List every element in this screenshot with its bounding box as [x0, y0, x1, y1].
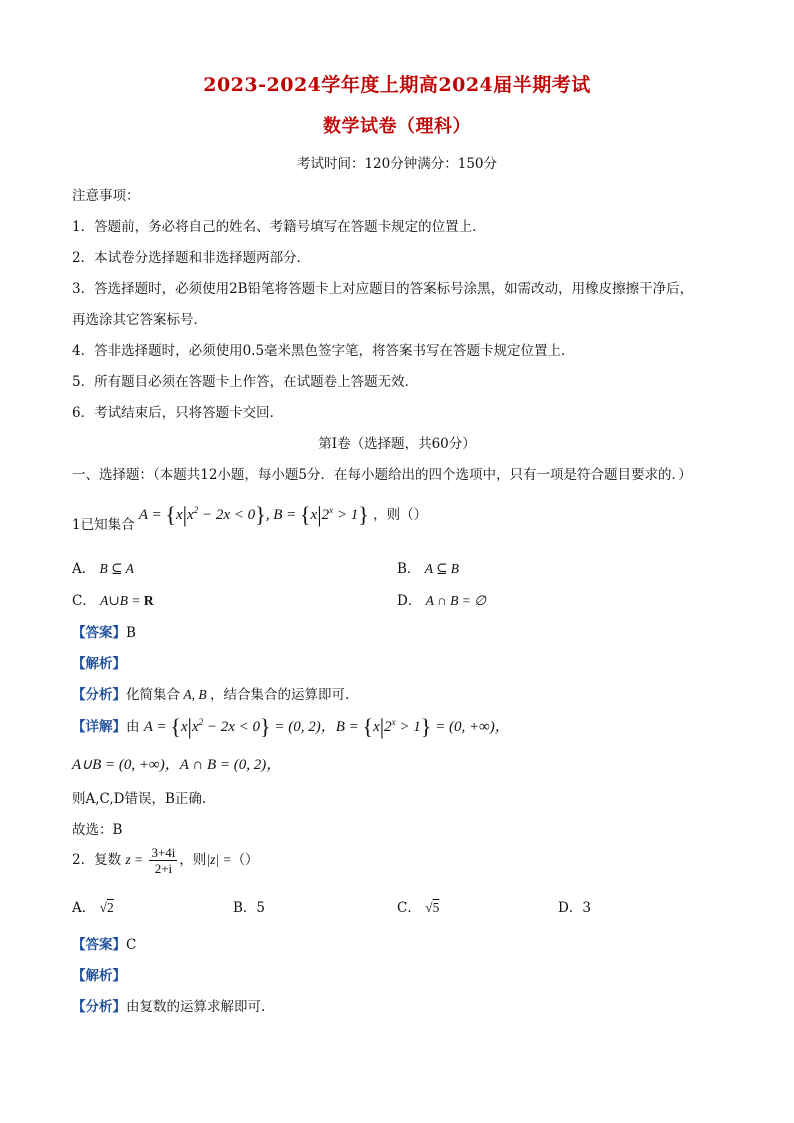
note-item-3: 3．答选择题时，必须使用2B铅笔将答题卡上对应题目的答案标号涂黑，如需改动，用橡皮擦擦干净后， — [72, 281, 694, 297]
q2-analysis — [72, 964, 126, 984]
q2-option-c-label: C． — [397, 900, 421, 916]
q2-option-a — [72, 896, 114, 916]
q2-z-symbol: z = — [125, 852, 144, 867]
q1-xiangjie-text: 由 — [126, 719, 140, 735]
question-1 — [72, 502, 428, 533]
q1-answer-value: B — [126, 625, 136, 641]
q1-set-expression: $A = \{x|x^2 - 2x < 0\}$, $B = \{x|2^x > 1\}$ — [138, 502, 369, 527]
q2-option-c-math: √5 — [425, 900, 440, 915]
section-title: 第Ⅰ卷（选择题，共60分） — [318, 436, 476, 452]
q1-fenxi-math: A, B — [180, 687, 210, 702]
q1-union-intersection-math: A∪B = (0, +∞)，A ∩ B = (0, 2)， — [72, 757, 282, 773]
q1-option-a — [72, 557, 134, 577]
q2-option-a-math: √2 — [99, 900, 114, 915]
q1-suffix: ，则（） — [373, 507, 428, 523]
exam-subtitle: 数学试卷（理科） — [323, 116, 471, 137]
exam-info: 考试时间：120分钟满分：150分 — [296, 156, 498, 172]
note-item-3-cont: 再选涂其它答案标号． — [72, 312, 207, 328]
q2-option-d: D．3 — [558, 900, 591, 916]
q1-choice: 故选：B — [72, 822, 123, 838]
q1-option-c — [72, 589, 154, 609]
q1-xiangjie-label: 【详解】 — [72, 719, 126, 735]
q1-option-a-math: B ⊆ A — [99, 561, 134, 576]
q1-union-intersection — [72, 753, 281, 774]
q2-abs-z: |z| = — [206, 852, 232, 867]
q2-fenxi — [72, 995, 265, 1015]
exam-title: 2023-2024学年度上期高2024届半期考试 — [203, 74, 591, 96]
section-instruction: 一、选择题：（本题共12小题，每小题5分．在每小题给出的四个选项中，只有一项是符合题目要求的．） — [72, 467, 692, 483]
q2-fraction — [149, 845, 177, 876]
q2-fenxi-label: 【分析】 — [72, 999, 126, 1015]
note-item-6: 6．考试结束后，只将答题卡交回． — [72, 405, 284, 421]
question-2 — [72, 845, 259, 876]
note-item-1: 1．答题前，务必将自己的姓名、考籍号填写在答题卡规定的位置上． — [72, 219, 486, 235]
q1-option-d-label: D． — [397, 593, 422, 609]
q1-xiangjie-math: $A = \{x|x^2 - 2x < 0\} = (0$, 2)，$B = \{x|2^x > 1\} = (0$, +∞)， — [143, 714, 510, 739]
q1-option-c-label: C． — [72, 593, 96, 609]
q2-option-c — [397, 896, 439, 916]
q1-option-b — [397, 557, 459, 577]
q2-answer-value: C — [126, 937, 137, 953]
q2-fenxi-text: 由复数的运算求解即可. — [126, 999, 266, 1015]
q2-suffix: ，则 — [179, 852, 207, 868]
q1-analysis — [72, 652, 126, 672]
q2-tail: （） — [231, 852, 259, 868]
q2-option-b: B．5 — [233, 900, 266, 916]
q2-analysis-label: 【解析】 — [72, 968, 126, 984]
q2-answer — [72, 933, 136, 953]
q1-fenxi-text-2: ，结合集合的运算即可. — [210, 687, 350, 703]
q1-option-a-label: A． — [72, 561, 96, 577]
q1-answer-label: 【答案】 — [72, 625, 126, 641]
q1-option-d-math: A ∩ B = ∅ — [425, 593, 486, 608]
q2-fraction-num: 3+4i — [151, 845, 176, 860]
q1-conclusion: 则A,C,D错误，B正确. — [72, 791, 207, 807]
q2-prefix: 2．复数 — [72, 852, 122, 868]
q1-option-c-math: A∪B = R — [100, 593, 154, 608]
notes-heading: 注意事项： — [72, 188, 140, 204]
note-item-5: 5．所有题目必须在答题卡上作答，在试题卷上答题无效． — [72, 374, 419, 390]
q1-xiangjie — [72, 714, 510, 740]
q1-option-b-label: B． — [397, 561, 421, 577]
q2-answer-label: 【答案】 — [72, 937, 126, 953]
note-item-4: 4．答非选择题时，必须使用0.5毫米黑色签字笔，将答案书写在答题卡规定位置上． — [72, 343, 575, 359]
q2-option-a-label: A． — [72, 900, 96, 916]
q1-prefix: 1已知集合 — [72, 517, 135, 533]
q1-fenxi-text-1: 化简集合 — [126, 687, 180, 703]
q1-option-b-math: A ⊆ B — [424, 561, 460, 576]
note-item-2: 2．本试卷分选择题和非选择题两部分． — [72, 250, 311, 266]
q1-fenxi — [72, 683, 349, 703]
q2-fraction-den: 2+i — [154, 861, 173, 876]
q1-analysis-label: 【解析】 — [72, 656, 126, 672]
q1-answer — [72, 621, 136, 641]
q1-option-d — [397, 589, 486, 609]
q1-fenxi-label: 【分析】 — [72, 687, 126, 703]
